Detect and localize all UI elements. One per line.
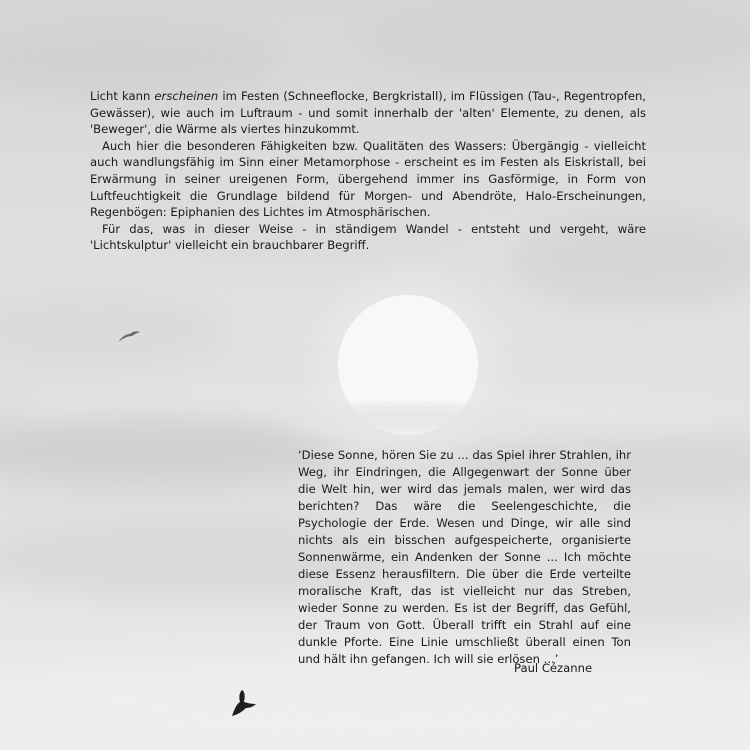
intro-text: [90, 88, 646, 254]
paragraph-3: Für das, was in dieser Weise - in ständigem Wandel - entsteht und vergeht, wäre 'Lichtskulptur' vielleicht ein brauchbarer Begriff.: [90, 221, 646, 253]
emphasis-erscheinen: erscheinen: [154, 89, 219, 103]
cezanne-quote: [298, 447, 631, 668]
paragraph-1: Licht kann erscheinen im Festen (Schneeflocke, Bergkristall), im Flüssigen (Tau-, Regentropfen, Gewässer), wie auch im Luftraum - und somit innerhalb der 'alten' Elemente, zu denen, als 'Beweger', die Wärme als viertes hinzukommt.: [90, 89, 646, 137]
quote-author: Paul Cézanne: [514, 661, 593, 675]
paragraph-2: Auch hier die besonderen Fähigkeiten bzw. Qualitäten des Wassers: Übergängig - vielleicht auch wandlungsfähig im Sinn einer Metamorphose - erscheint es im Festen als Eiskristall, bei Erwärmung in seiner ureigenen Form, übergehend immer ins Gasförmige, in Form von Luftfeuchtigkeit die Grundlage bildend für Morgen- und Abendröte, Halo-Erscheinungen, Regenbögen: Epiphanien des Lichtes im Atmosphärischen.: [90, 138, 646, 220]
quote-text: ‘Diese Sonne, hören Sie zu ... das Spiel ihrer Strahlen, ihr Weg, ihr Eindringen, die Allgegenwart der Sonne über die Welt hin, wer wird das jemals malen, wer wird das berichten? Das wäre die Seelengeschichte, die Psychologie der Erde. Wesen und Dinge, wir alle sind nichts als ein bisschen aufgespeicherte, organisierte Sonnenwärme, ein Andenken der Sonne ... Ich möchte diese Essenz herausfiltern. Die über die Erde verteilte moralische Kraft, das ist vielleicht nur das Streben, wieder Sonne zu werden. Es ist der Begriff, das Gefühl, der Traum von Gott. Überall trifft ein Strahl auf eine dunkle Pforte. Eine Linie umschließt überall einen Ton und hält ihn gefangen. Ich will sie erlösen ...’: [298, 448, 631, 666]
